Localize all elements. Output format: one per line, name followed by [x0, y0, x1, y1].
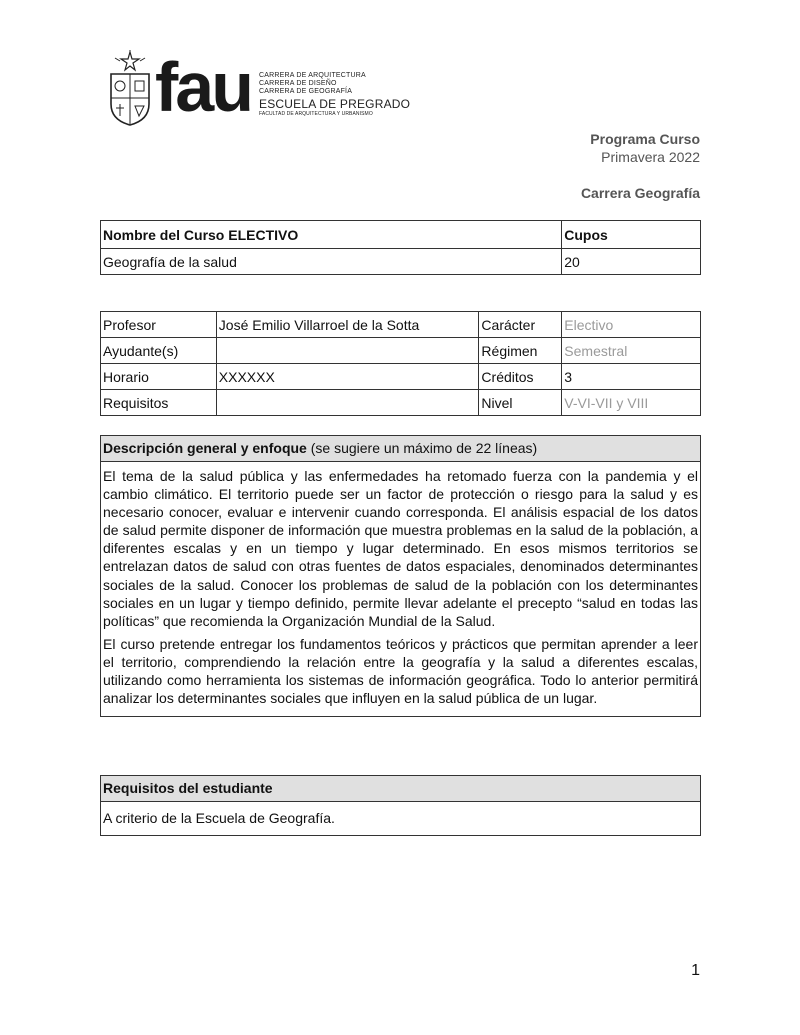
creditos-label: Créditos: [479, 364, 562, 390]
program-career: Carrera Geografía: [580, 185, 700, 201]
requirements-header: [101, 776, 700, 802]
cupos-label: Cupos: [562, 221, 701, 249]
horario-value: XXXXXX: [216, 364, 479, 390]
requirements-section: [100, 775, 701, 836]
page-number: 1: [691, 962, 700, 979]
table-row: [101, 364, 701, 390]
logo-line: CARRERA DE GEOGRAFÍA: [259, 88, 353, 95]
caracter-value: Electivo: [562, 312, 701, 338]
nivel-label: Nivel: [479, 390, 562, 416]
program-title: Programa Curso: [590, 131, 700, 147]
program-semester: Primavera 2022: [601, 149, 700, 165]
logo-line: CARRERA DE ARQUITECTURA: [259, 72, 366, 79]
course-name-value: Geografía de la salud: [101, 249, 562, 275]
table-row: [101, 221, 701, 249]
logo-text-block: [259, 72, 411, 117]
profesor-label: Profesor: [101, 312, 217, 338]
description-paragraph: El tema de la salud pública y las enfermedades ha retomado fuerza con la pandemia y el cambio climático. El territorio puede ser un factor de protección o riesgo para la salud y es necesario conocer, evaluar e intervenir cuando corresponda. El análisis espacial de los datos de salud permite disponer de información que muestra problemas en la salud de la población, a diferentes escalas y en un tiempo y lugar determinado. En esos mismos territorios se entrelazan datos de salud con otras fuentes de datos espaciales, denominados determinantes sociales de la salud. Conocer los problemas de salud de la población con los determinantes sociales en un lugar y tiempo definido, permite llevar adelante el precepto “salud en todas las políticas” que recomienda la Organización Mundial de la Salud.: [103, 468, 698, 629]
table-row: [101, 390, 701, 416]
ayudantes-label: Ayudante(s): [101, 338, 217, 364]
fau-wordmark: fau: [155, 48, 251, 126]
regimen-label: Régimen: [479, 338, 562, 364]
description-title: Descripción general y enfoque: [103, 440, 307, 456]
university-crest-icon: [107, 50, 153, 126]
requirements-body: A criterio de la Escuela de Geografía.: [103, 810, 335, 826]
table-row: [101, 249, 701, 275]
table-row: [101, 312, 701, 338]
description-body: [101, 462, 700, 716]
logo-school: ESCUELA DE PREGRADO: [259, 97, 411, 111]
description-section: [100, 435, 701, 717]
ayudantes-value: [216, 338, 479, 364]
creditos-value: 3: [562, 364, 701, 390]
description-paragraph: El curso pretende entregar los fundamentos teóricos y prácticos que permitan aprender a leer el territorio, comprendiendo la relación entre la geografía y la salud a diferentes escalas, utilizando como herramienta los sistemas de información geográfica. Todo lo anterior permitirá analizar los determinantes sociales que influyen en la salud pública de un lugar.: [103, 635, 698, 707]
caracter-label: Carácter: [479, 312, 562, 338]
logo-line: CARRERA DE DISEÑO: [259, 80, 337, 87]
requisitos-value: [216, 390, 479, 416]
profesor-value: José Emilio Villarroel de la Sotta: [216, 312, 479, 338]
horario-label: Horario: [101, 364, 217, 390]
requisitos-label: Requisitos: [101, 390, 217, 416]
description-header: [101, 436, 700, 462]
regimen-value: Semestral: [562, 338, 701, 364]
fau-logo: [107, 48, 411, 128]
cupos-value: 20: [562, 249, 701, 275]
description-note: (se sugiere un máximo de 22 líneas): [306, 440, 538, 456]
requirements-title: Requisitos del estudiante: [103, 780, 273, 796]
table-row: [101, 338, 701, 364]
course-name-label: Nombre del Curso ELECTIVO: [101, 221, 562, 249]
course-name-table: [100, 220, 701, 275]
course-info-table: [100, 311, 701, 416]
logo-faculty: FACULTAD DE ARQUITECTURA Y URBANISMO: [259, 111, 373, 117]
nivel-value: V-VI-VII y VIII: [562, 390, 701, 416]
